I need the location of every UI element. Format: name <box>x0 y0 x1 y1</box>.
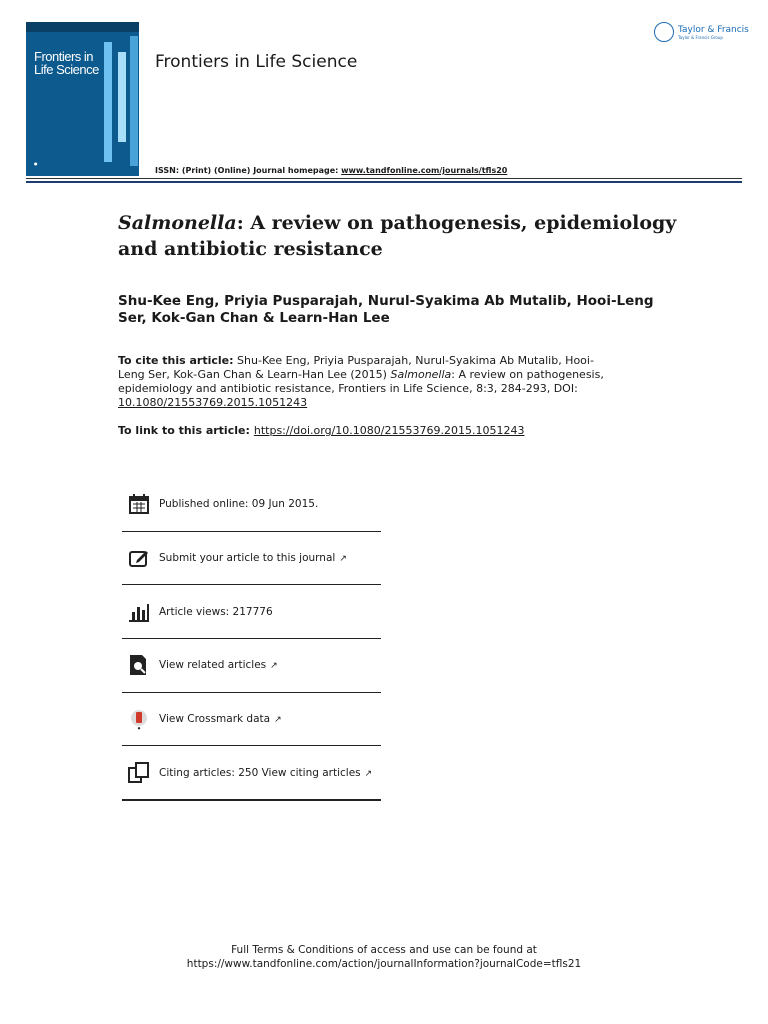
cover-bars <box>118 52 126 142</box>
publisher-logo[interactable] <box>654 22 749 42</box>
external-link-icon: ↗ <box>364 768 373 779</box>
article-metadata <box>122 478 381 801</box>
citing-label: Citing articles: 250 View citing articles <box>159 766 361 779</box>
cover-bars <box>104 42 112 162</box>
citing-articles-icon <box>128 762 150 784</box>
cover-bars <box>130 36 138 166</box>
edit-icon <box>128 547 150 569</box>
article-title <box>118 210 678 262</box>
cite-text-2: : A review on pathogenesis, epidemiology and antibiotic resistance, Frontiers in Life Science, 8:3, 284-293, DOI: <box>118 368 604 395</box>
crossmark-link[interactable] <box>159 713 282 725</box>
journal-homepage-link[interactable]: www.tandfonline.com/journals/tfls20 <box>341 166 508 175</box>
external-link-icon: ↗ <box>339 554 347 565</box>
calendar-icon <box>128 493 150 515</box>
tf-logo-icon <box>654 22 674 42</box>
citing-link[interactable] <box>159 767 372 779</box>
issn-text: ISSN: (Print) (Online) Journal homepage: <box>155 166 342 175</box>
related-label: View related articles <box>159 659 267 672</box>
submit-link[interactable] <box>159 552 347 564</box>
publisher-name: Taylor & Francis <box>678 24 749 35</box>
related-link[interactable] <box>159 659 278 671</box>
svg-text:●: ● <box>137 726 141 731</box>
article-title-rest: : A review on pathogenesis, epidemiology and antibiotic resistance <box>118 212 677 260</box>
header-divider-accent <box>26 181 742 183</box>
cite-text: Shu-Kee Eng, Priyia Pusparajah, Nurul-Syakima Ab Mutalib, Hooi-Leng Ser, Kok-Gan Chan & Learn-Han Lee (2015) <box>118 354 594 381</box>
header-divider <box>26 178 742 179</box>
cover-title <box>34 50 99 76</box>
cite-italic: Salmonella <box>390 368 452 381</box>
journal-cover <box>26 22 139 176</box>
crossmark-icon <box>128 708 150 730</box>
cite-doi-link[interactable]: 10.1080/21553769.2015.1051243 <box>118 396 308 409</box>
footer-line1: Full Terms & Conditions of access and use can be found at <box>231 944 537 956</box>
article-views: Article views: 217776 <box>159 605 273 618</box>
article-title-italic: Salmonella <box>118 212 237 234</box>
search-document-icon <box>128 654 150 676</box>
views-row <box>122 585 381 639</box>
submit-row[interactable] <box>122 532 381 586</box>
related-row[interactable] <box>122 639 381 693</box>
doi-link[interactable]: https://doi.org/10.1080/21553769.2015.1051243 <box>253 424 525 437</box>
citing-row[interactable] <box>122 746 381 801</box>
published-date: Published online: 09 Jun 2015. <box>159 498 319 511</box>
cover-title-line1: Frontiers in <box>34 49 94 64</box>
link-label: To link to this article: <box>118 424 250 437</box>
publisher-group: Taylor & Francis Group <box>678 34 723 40</box>
authors: Shu-Kee Eng, Priyia Pusparajah, Nurul-Syakima Ab Mutalib, Hooi-Leng Ser, Kok-Gan Chan & Learn-Han Lee <box>118 293 654 326</box>
article-link <box>118 424 524 437</box>
footer-terms-link[interactable]: https://www.tandfonline.com/action/journalInformation?journalCode=tfls21 <box>186 958 582 970</box>
submit-label: Submit your article to this journal <box>159 552 336 565</box>
published-row <box>122 478 381 532</box>
cite-label: To cite this article: <box>118 354 234 367</box>
cover-title-line2: Life Science <box>34 62 99 77</box>
cover-strip <box>26 22 139 32</box>
cover-publisher: ● <box>34 161 38 166</box>
external-link-icon: ↗ <box>274 715 282 726</box>
footer <box>0 943 768 971</box>
bar-chart-icon <box>128 601 150 623</box>
external-link-icon: ↗ <box>270 661 278 672</box>
journal-title: Frontiers in Life Science <box>155 52 358 72</box>
crossmark-label: View Crossmark data <box>159 713 271 726</box>
issn-line <box>155 166 507 175</box>
crossmark-row[interactable] <box>122 693 381 747</box>
citation-block <box>118 354 618 410</box>
